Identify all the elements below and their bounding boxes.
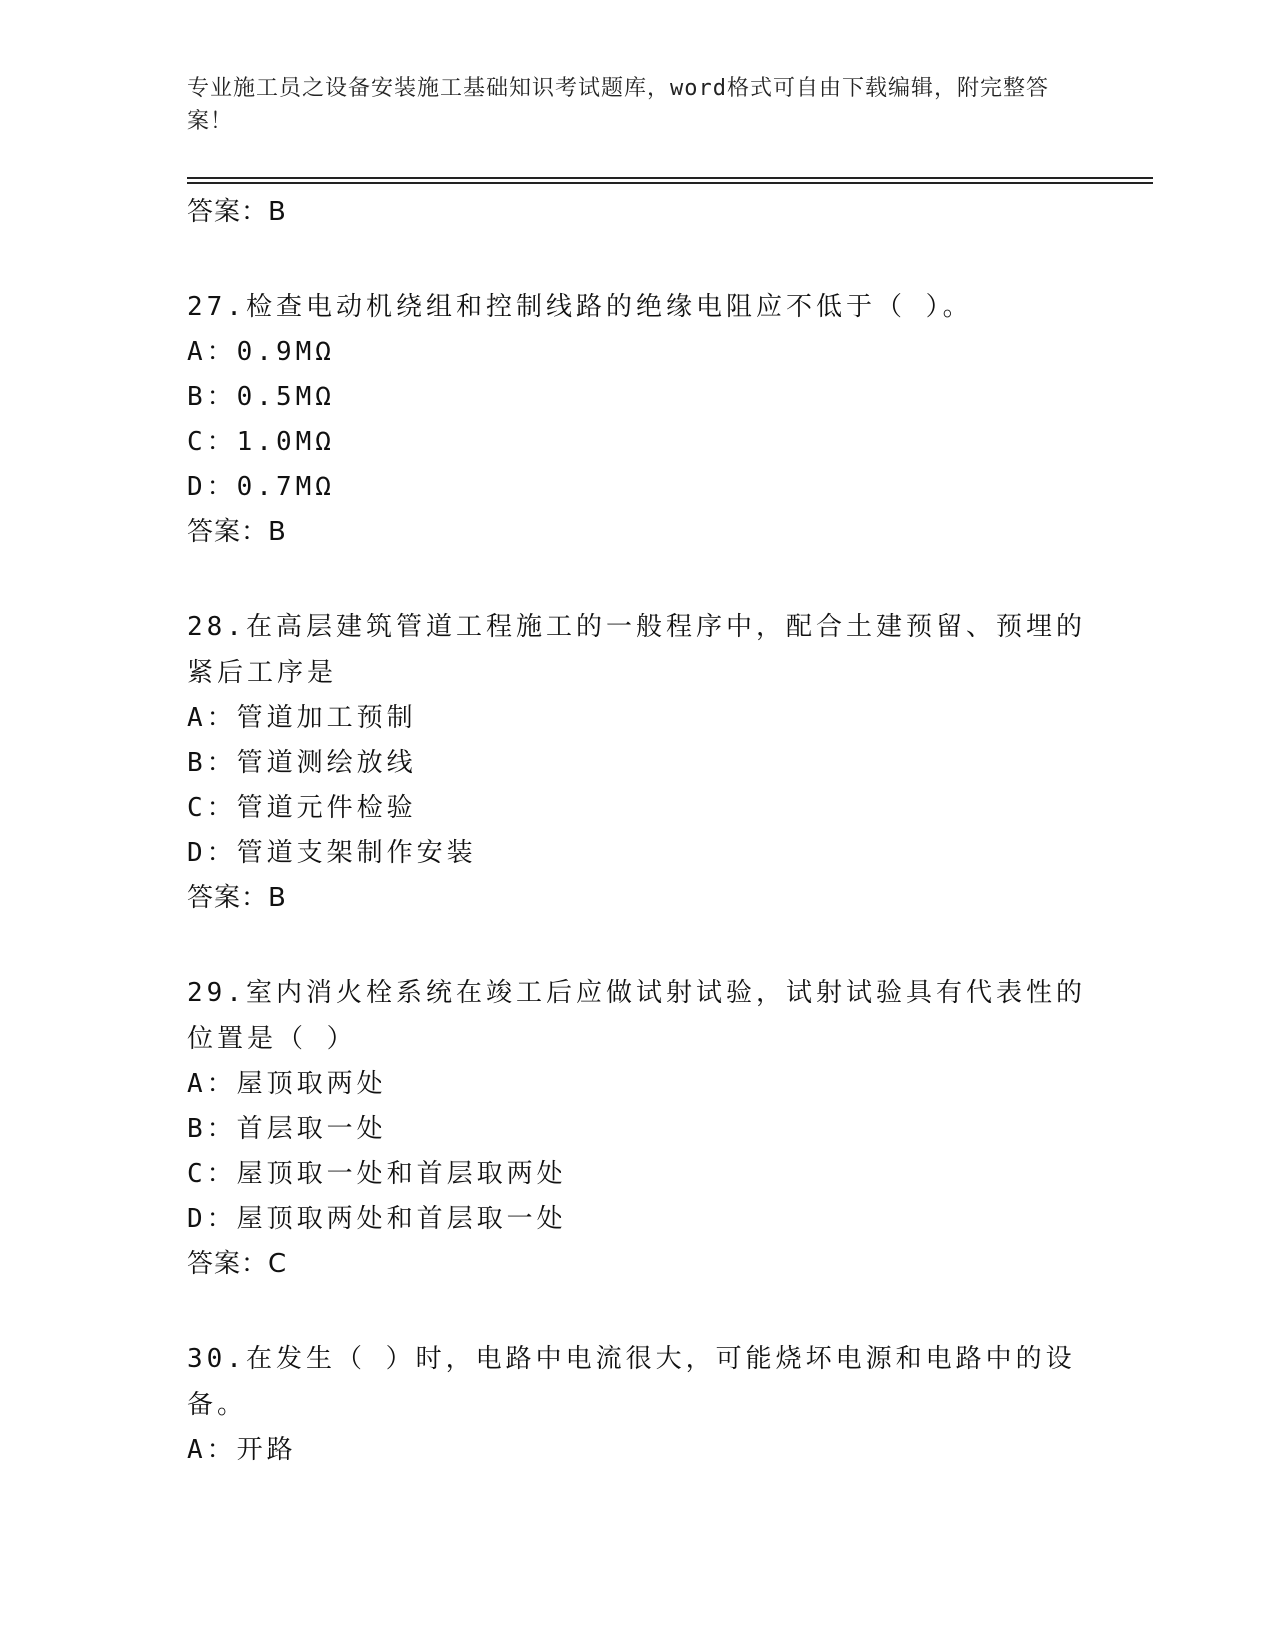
question-text: 29.室内消火栓系统在竣工后应做试射试验，试射试验具有代表性的位置是（ ） [187,978,1086,1054]
question-list [187,190,1087,1473]
option-a: A：管道加工预制 [187,703,417,733]
header-divider-bottom [187,182,1153,184]
answer-line: 答案：B [187,197,287,227]
option-c: C：1.0MΩ [187,427,335,457]
question-block [187,604,1087,920]
option-d: D：屋顶取两处和首层取一处 [187,1204,567,1234]
question-text: 27.检查电动机绕组和控制线路的绝缘电阻应不低于（ ）。 [187,292,973,322]
option-a: A：开路 [187,1435,297,1465]
option-b: B：首层取一处 [187,1114,387,1144]
question-text: 30.在发生（ ）时，电路中电流很大，可能烧坏电源和电路中的设备。 [187,1344,1076,1420]
document-header: 专业施工员之设备安装施工基础知识考试题库，word格式可自由下载编辑，附完整答案！ [187,76,1049,134]
answer-line: 答案：C [187,1249,288,1279]
option-b: B：管道测绘放线 [187,748,417,778]
answer-line: 答案：B [187,517,287,547]
question-block [187,1336,1087,1473]
option-b: B：0.5MΩ [187,382,335,412]
question-block [187,284,1087,554]
option-d: D：0.7MΩ [187,472,335,502]
option-a: A：0.9MΩ [187,337,335,367]
option-c: C：管道元件检验 [187,793,417,823]
question-block [187,970,1087,1286]
option-a: A：屋顶取两处 [187,1069,387,1099]
header-divider-top [187,177,1153,179]
option-c: C：屋顶取一处和首层取两处 [187,1159,567,1189]
question-text: 28.在高层建筑管道工程施工的一般程序中，配合土建预留、预埋的紧后工序是 [187,612,1086,688]
option-d: D：管道支架制作安装 [187,838,477,868]
answer-line: 答案：B [187,883,287,913]
